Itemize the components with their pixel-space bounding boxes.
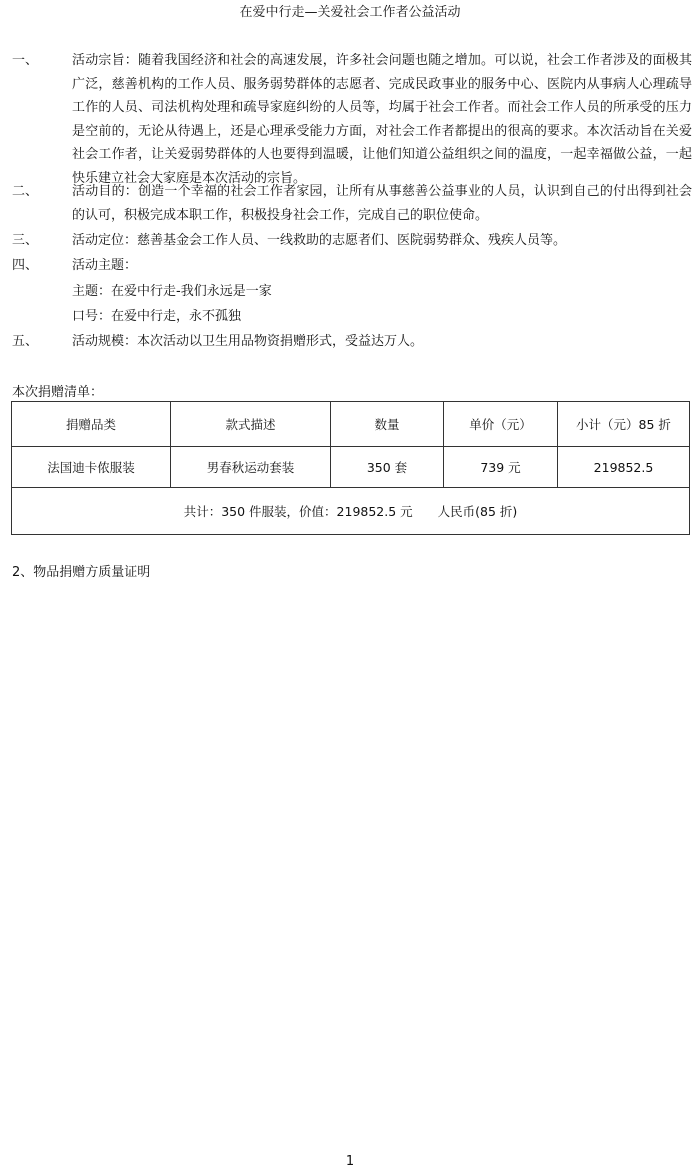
table-header-cell: 款式描述 — [171, 402, 331, 447]
theme-slogan: 口号：在爱中行走，永不孤独 — [72, 309, 242, 324]
table-header-cell: 单价（元） — [444, 402, 558, 447]
document-title: 在爱中行走—关爱社会工作者公益活动 — [239, 5, 461, 20]
section-number: 四、 — [12, 258, 39, 273]
section-text: 活动目的：创造一个幸福的社会工作者家园，让所有从事慈善公益事业的人员，认识到自己的付出得到社会的认可，积极完成本职工作，积极投身社会工作，完成自己的职位使命。 — [72, 184, 692, 223]
theme-main: 主题：在爱中行走-我们永远是一家 — [72, 284, 272, 299]
section-positioning — [12, 229, 692, 253]
table-cell: 219852.5 — [558, 447, 690, 488]
table-row — [12, 447, 690, 488]
table-cell: 男春秋运动套装 — [171, 447, 331, 488]
table-total-cell: 共计：350 件服装，价值：219852.5 元 人民币(85 折) — [12, 488, 690, 535]
section-number: 二、 — [12, 184, 39, 199]
table-total-row — [12, 488, 690, 535]
table-cell: 350 套 — [331, 447, 444, 488]
table-header-cell: 数量 — [331, 402, 444, 447]
table-cell: 739 元 — [444, 447, 558, 488]
section-number: 三、 — [12, 233, 39, 248]
section-text: 活动主题： — [72, 258, 138, 273]
section-number: 一、 — [12, 53, 39, 68]
section-number: 五、 — [12, 334, 39, 349]
donation-list-caption: 本次捐赠清单： — [12, 385, 104, 400]
page-number: 1 — [345, 1154, 355, 1169]
table-cell: 法国迪卡侬服装 — [12, 447, 171, 488]
section-text: 活动宗旨：随着我国经济和社会的高速发展，许多社会问题也随之增加。可以说，社会工作者涉及的面极其广泛，慈善机构的工作人员、服务弱势群体的志愿者、完成民政事业的服务中心、医院内从事病人心理疏导工作的人员、司法机构处理和疏导家庭纠纷的人员等，均属于社会工作者。而社会工作人员的所承受的压力是空前的，无论从待遇上，还是心理承受能力方面，对社会工作者都提出的很高的要求。本次活动旨在关爱社会工作者，让关爱弱势群体的人也要得到温暖，让他们知道公益组织之间的温度，一起幸福做公益，一起快乐建立社会大家庭是本次活动的宗旨。 — [72, 53, 692, 186]
quality-certificate-heading: 2、物品捐赠方质量证明 — [12, 565, 151, 580]
section-theme — [12, 254, 692, 278]
section-text: 活动定位：慈善基金会工作人员、一线救助的志愿者们、医院弱势群众、残疾人员等。 — [72, 233, 567, 248]
section-scale — [12, 330, 692, 354]
table-header-row — [12, 402, 690, 447]
section-text: 活动规模：本次活动以卫生用品物资捐赠形式，受益达万人。 — [72, 334, 424, 349]
section-goal — [12, 180, 692, 227]
donation-table — [11, 401, 690, 535]
table-header-cell: 小计（元）85 折 — [558, 402, 690, 447]
table-header-cell: 捐赠品类 — [12, 402, 171, 447]
section-purpose — [12, 49, 692, 190]
